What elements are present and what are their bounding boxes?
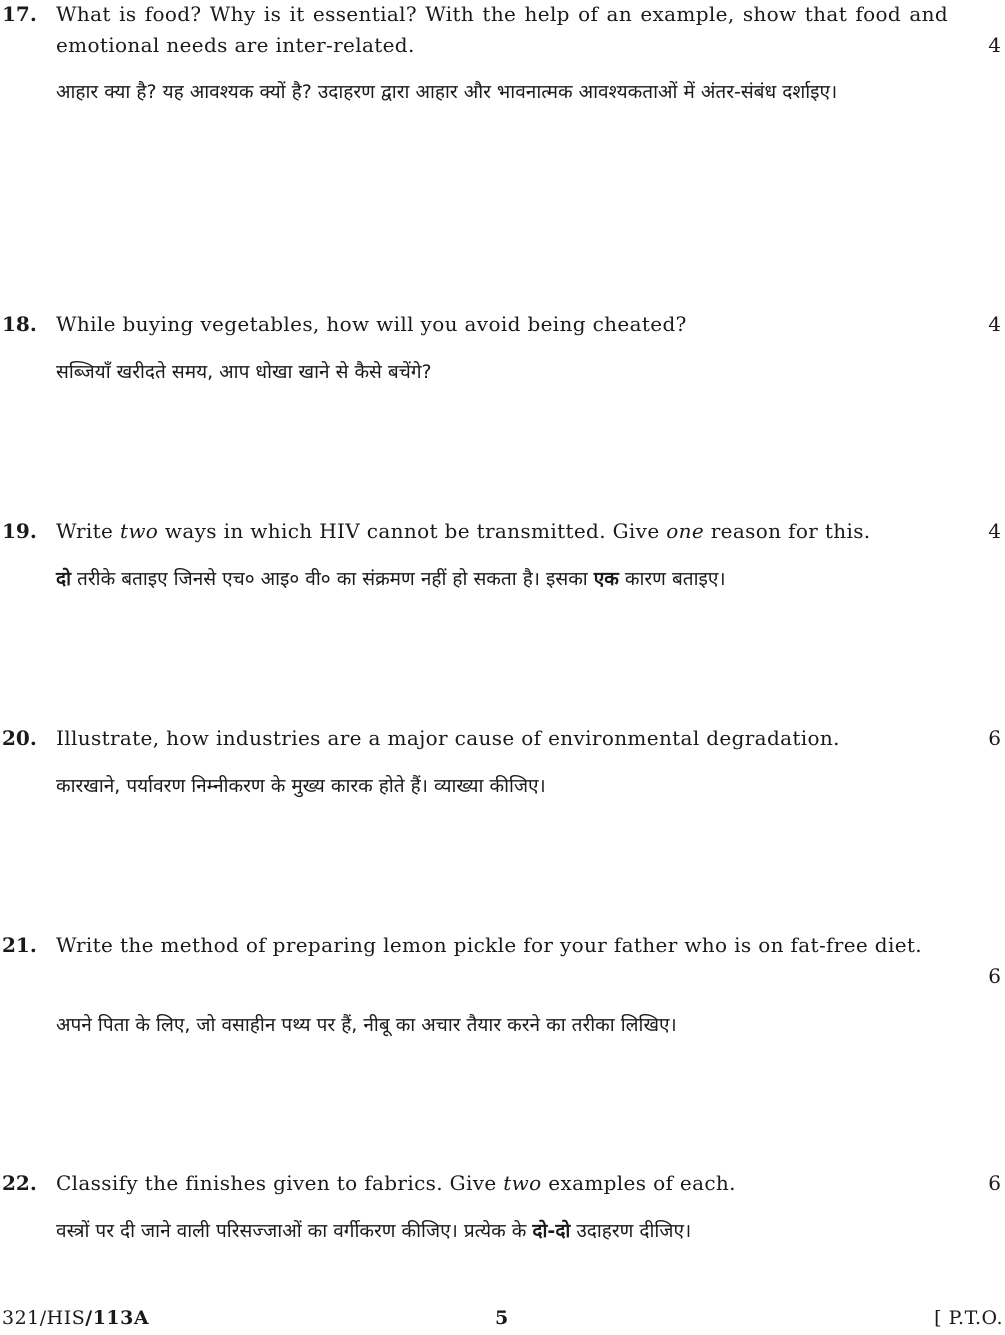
question-text-hindi: कारखाने, पर्यावरण निम्नीकरण के मुख्य कारक होते हैं। व्याख्या कीजिए।	[56, 775, 546, 797]
question-marks: 4	[988, 33, 1001, 57]
question-marks: 6	[988, 1171, 1001, 1195]
text-run: Classify the finishes given to fabrics. Give	[56, 1171, 504, 1195]
question-marks: 6	[988, 726, 1001, 750]
question-number: 20.	[2, 726, 37, 750]
question-number: 22.	[2, 1171, 37, 1195]
text-run: examples of each.	[541, 1171, 736, 1195]
question-text-english	[56, 516, 948, 547]
question-text-english: What is food? Why is it essential? With the help of an example, show that food and emotional needs are inter-related.	[56, 2, 948, 57]
text-run: Write	[56, 519, 120, 543]
text-run: कारण बताइए।	[618, 568, 726, 590]
question-number: 19.	[2, 519, 37, 543]
question-marks: 4	[988, 519, 1001, 543]
question-text-english: Illustrate, how industries are a major cause of environmental degradation.	[56, 726, 840, 750]
text-run: वस्त्रों पर दी जाने वाली परिसज्जाओं का वर्गीकरण कीजिए। प्रत्येक के	[56, 1220, 533, 1242]
pto-label: [ P.T.O.	[934, 1307, 1003, 1329]
question-number: 18.	[2, 312, 37, 336]
bold-one: एक	[593, 568, 619, 590]
question-marks: 4	[988, 312, 1001, 336]
question-text-hindi: आहार क्या है? यह आवश्यक क्यों है? उदाहरण द्वारा आहार और भावनात्मक आवश्यकताओं में अंतर-संबंध दर्शाइए।	[56, 81, 838, 103]
question-text-hindi: अपने पिता के लिए, जो वसाहीन पथ्य पर हैं, नीबू का अचार तैयार करने का तरीका लिखिए।	[56, 1014, 677, 1036]
text-run: उदाहरण दीजिए।	[570, 1220, 692, 1242]
question-number: 21.	[2, 933, 37, 957]
bold-two: दो	[56, 568, 72, 590]
text-run: तरीके बताइए जिनसे एच० आइ० वी० का संक्रमण नहीं हो सकता है। इसका	[71, 568, 594, 590]
question-text-hindi	[56, 562, 948, 596]
emphasis-two: two	[503, 1171, 542, 1195]
paper-code-prefix: 321/HIS	[2, 1307, 86, 1329]
text-run: reason for this.	[704, 519, 871, 543]
bold-do-do: दो-दो	[532, 1220, 571, 1242]
question-text-english: While buying vegetables, how will you avoid being cheated?	[56, 312, 687, 336]
emphasis-two: two	[119, 519, 159, 543]
question-text-english: Write the method of preparing lemon pickle for your father who is on fat-free diet.	[56, 933, 922, 957]
text-run: ways in which HIV cannot be transmitted. Give	[158, 519, 667, 543]
question-number: 17.	[2, 2, 37, 26]
page-number: 5	[495, 1307, 509, 1329]
question-text-english	[56, 1168, 948, 1199]
paper-code	[2, 1307, 149, 1329]
question-marks: 6	[988, 964, 1001, 988]
question-text-hindi	[56, 1214, 948, 1248]
paper-code-suffix: /113A	[85, 1307, 150, 1329]
emphasis-one: one	[666, 519, 705, 543]
question-text-hindi: सब्जियाँ खरीदते समय, आप धोखा खाने से कैसे बचेंगे?	[56, 361, 432, 383]
page-footer	[0, 1307, 1005, 1335]
